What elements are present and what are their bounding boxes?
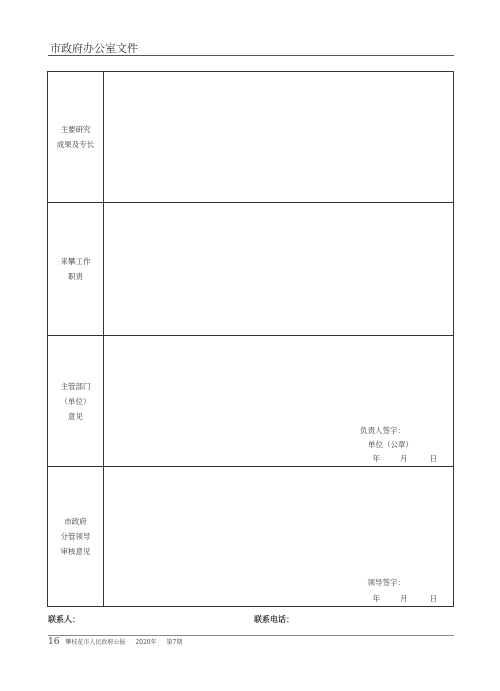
header-rule (48, 55, 454, 56)
label-line: 职责 (68, 272, 83, 281)
label-research (48, 72, 104, 203)
contact-person-label: 联系人： (48, 614, 80, 624)
duties-content-field[interactable] (104, 203, 454, 336)
table-row-research (48, 72, 454, 203)
label-line: 成果及专长 (56, 140, 95, 149)
label-line: 市政府 (64, 517, 87, 526)
date-line (373, 593, 438, 604)
unit-seal-label: 单位（公章） (368, 440, 413, 449)
table-row-leader-opinion (48, 467, 454, 607)
department-opinion-field[interactable] (104, 336, 454, 467)
footer-rule (48, 635, 454, 636)
page-header-title: 市政府办公室文件 (50, 42, 138, 55)
date-month: 月 (400, 594, 408, 603)
label-leader-opinion (48, 467, 104, 607)
research-content-field[interactable] (104, 72, 454, 203)
table-row-duties (48, 203, 454, 336)
date-year: 年 (372, 594, 380, 603)
publication-issue: 第7期 (166, 639, 183, 646)
leader-opinion-field[interactable] (104, 467, 454, 607)
label-line: 主要研究 (60, 125, 91, 134)
leader-signer-label: 领导签字： (367, 578, 405, 587)
label-duties (48, 203, 104, 336)
date-day: 日 (429, 594, 437, 603)
label-line: 来攀工作 (60, 257, 91, 266)
publication-name: 攀枝花市人民政府公报 (65, 639, 126, 646)
publication-year: 2020年 (135, 639, 157, 646)
label-line: 主管部门 (60, 381, 91, 391)
label-line: 审核意见 (60, 547, 91, 556)
signer-label: 负责人签字： (360, 426, 405, 435)
date-month: 月 (400, 454, 408, 463)
label-line: 分管领导 (60, 532, 91, 541)
label-department-opinion (48, 336, 104, 467)
table-row-department-opinion (48, 336, 454, 467)
date-year: 年 (372, 454, 380, 463)
contact-phone-label: 联系电话： (254, 614, 294, 624)
page-footer (48, 637, 182, 647)
page-number: 16 (48, 637, 60, 647)
label-line: 意见 (68, 411, 83, 421)
application-form-table (47, 71, 454, 607)
date-line (373, 453, 438, 464)
label-line: （单位） (60, 396, 91, 406)
date-day: 日 (429, 454, 437, 463)
